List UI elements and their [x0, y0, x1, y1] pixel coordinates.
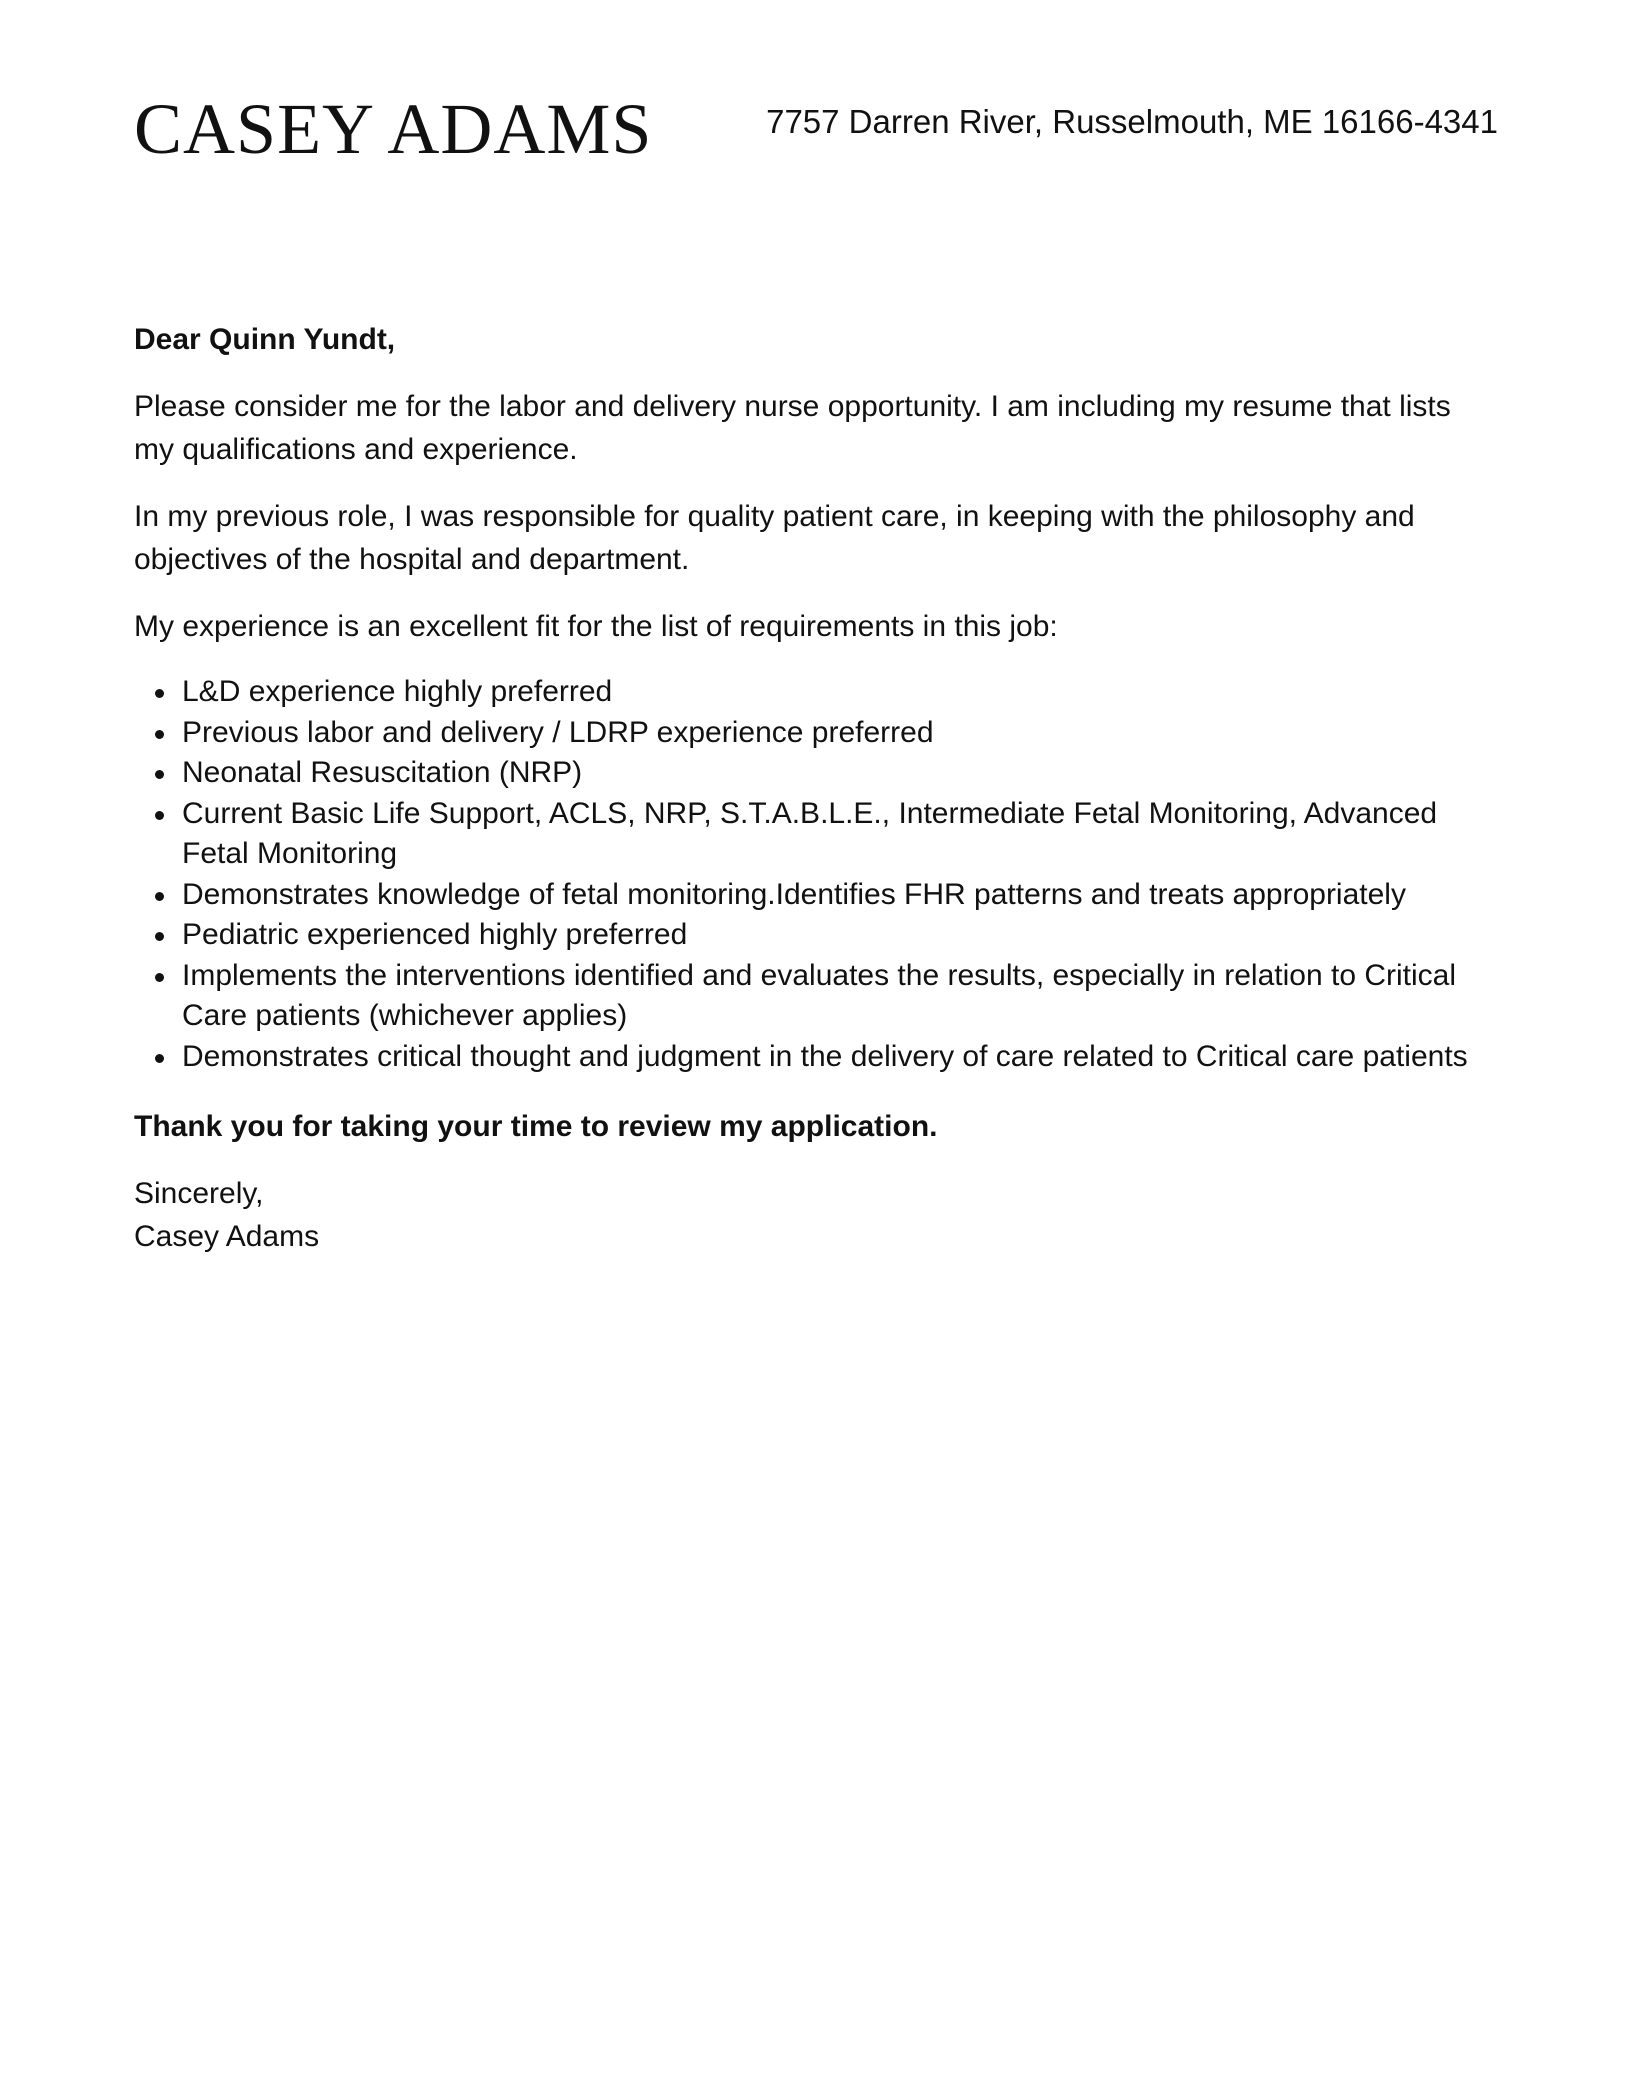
applicant-address: 7757 Darren River, Russelmouth, ME 16166-4341 [766, 103, 1498, 140]
paragraph-intro: Please consider me for the labor and delivery nurse opportunity. I am including my resume that lists my qualifications and experience. [134, 390, 1451, 466]
list-item: Previous labor and delivery / LDRP experience preferred [182, 713, 1498, 754]
signature-name: Casey Adams [134, 1220, 320, 1253]
list-item: Pediatric experienced highly preferred [182, 915, 1498, 956]
list-item: L&D experience highly preferred [182, 672, 1498, 713]
letter-header [134, 86, 1498, 176]
letter-body [134, 318, 1498, 1282]
applicant-name: CASEY ADAMS [134, 89, 653, 169]
paragraph-previous-role: In my previous role, I was responsible for quality patient care, in keeping with the philosophy and objectives of the hospital and department. [134, 500, 1415, 576]
closing-line: Thank you for taking your time to review my application. [134, 1110, 938, 1143]
list-item: Neonatal Resuscitation (NRP) [182, 753, 1498, 794]
signoff-block [134, 1172, 1498, 1258]
list-item: Demonstrates critical thought and judgment in the delivery of care related to Critical care patients [182, 1037, 1498, 1078]
list-item: Implements the interventions identified and evaluates the results, especially in relation to Critical Care patients (whichever applies) [182, 956, 1498, 1037]
signoff: Sincerely, [134, 1177, 264, 1210]
list-item: Demonstrates knowledge of fetal monitoring.Identifies FHR patterns and treats appropriately [182, 875, 1498, 916]
list-item: Current Basic Life Support, ACLS, NRP, S.T.A.B.L.E., Intermediate Fetal Monitoring, Advanced Fetal Monitoring [182, 794, 1498, 875]
paragraph-requirements-lead: My experience is an excellent fit for the list of requirements in this job: [134, 610, 1058, 643]
requirements-list [134, 672, 1498, 1077]
salutation: Dear Quinn Yundt, [134, 323, 396, 356]
